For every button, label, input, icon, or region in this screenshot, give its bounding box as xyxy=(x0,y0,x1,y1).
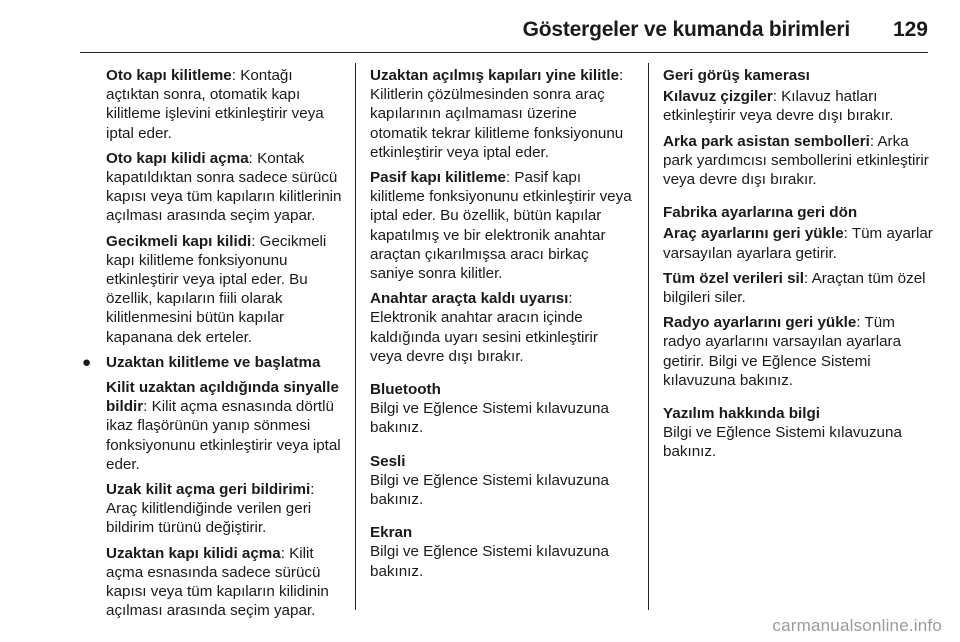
setting-description: : Gecikmeli kapı kilitleme fonksiyonunu etkinleştirir veya iptal eder. Bu özellik, kapıların fiili olarak kilitlenmesini bütün kapılar kapanana dek erteler. xyxy=(106,232,327,346)
section-body: Bilgi ve Eğlence Sistemi kılavuzuna bakınız. xyxy=(663,424,902,461)
setting-entry xyxy=(106,232,344,347)
setting-term: Tüm özel verileri sil xyxy=(663,269,804,287)
section-body: Bilgi ve Eğlence Sistemi kılavuzuna bakınız. xyxy=(370,471,609,509)
section-heading: Geri görüş kamerası xyxy=(663,67,810,84)
setting-description: : Kilitlerin çözülmesinden sonra araç kapılarının açılmaması üzerine otomatik tekrar kilitleme fonksiyonunu etkinleştirir veya iptal eder. xyxy=(370,67,624,161)
setting-term: Pasif kapı kilitleme xyxy=(370,169,506,187)
setting-term: Radyo ayarlarını geri yükle xyxy=(663,314,857,332)
bullet-heading xyxy=(82,353,344,372)
section-ekran xyxy=(370,523,634,581)
setting-entry xyxy=(106,149,344,226)
setting-description: : Araçtan tüm özel bilgileri siler. xyxy=(663,269,926,307)
section-heading: Bluetooth xyxy=(370,381,441,399)
setting-entry xyxy=(106,378,344,474)
setting-entry xyxy=(663,132,933,190)
section-body: Bilgi ve Eğlence Sistemi kılavuzuna bakınız. xyxy=(370,543,609,580)
section-bluetooth xyxy=(370,380,634,438)
column-divider-1 xyxy=(355,63,356,610)
setting-entry xyxy=(370,168,634,283)
setting-description: : Tüm ayarlar varsayılan ayarlara getirir. xyxy=(663,225,933,262)
setting-term: Oto kapı kilitleme xyxy=(106,67,232,84)
setting-term: Uzaktan kapı kilidi açma xyxy=(106,544,281,562)
setting-entry xyxy=(663,313,933,390)
site-watermark: carmanualsonline.info xyxy=(772,616,942,635)
setting-description: : Kilit açma esnasında sadece sürücü kapısı veya tüm kapıların kilidinin açılması arasında seçim yapar. xyxy=(106,544,329,620)
setting-term: Kılavuz çizgiler xyxy=(663,88,773,106)
setting-entry xyxy=(106,66,344,143)
setting-description: : Kontağı açtıktan sonra, otomatik kapı kilitleme işlevini etkinleştirir veya iptal eder. xyxy=(106,67,324,142)
setting-term: Araç ayarlarını geri yükle xyxy=(663,225,844,243)
setting-entry xyxy=(663,269,933,307)
setting-entry xyxy=(106,480,344,538)
section-rear-camera xyxy=(663,66,933,189)
setting-description: : Araç kilitlendiğinde verilen geri bildirim türünü değiştirir. xyxy=(106,481,315,537)
setting-description: : Elektronik anahtar aracın içinde kaldığında uyarı sesini etkinleştirir veya devre dışı bırakır. xyxy=(370,290,598,365)
section-heading: Sesli xyxy=(370,452,406,470)
page-number: 129 xyxy=(892,18,928,41)
section-factory-reset xyxy=(663,203,933,390)
setting-term: Oto kapı kilidi açma xyxy=(106,149,249,167)
setting-term: Arka park asistan sembolleri xyxy=(663,132,870,150)
setting-description: : Kontak kapatıldıktan sonra sadece sürücü kapısı veya tüm kapıların kilitlerinin açılması arasında seçim yapar. xyxy=(106,149,342,225)
setting-description: : Tüm radyo ayarlarını varsayılan ayarlara getirir. Bilgi ve Eğlence Sistemi kılavuzuna bakınız. xyxy=(663,314,902,389)
header-divider xyxy=(80,52,928,53)
bullet-label: Uzaktan kilitleme ve başlatma xyxy=(106,353,321,371)
section-sesli xyxy=(370,452,634,510)
bullet-icon: ● xyxy=(82,353,92,371)
setting-term: Uzak kilit açma geri bildirimi xyxy=(106,481,311,499)
section-software-info xyxy=(663,404,933,462)
setting-entry xyxy=(370,289,634,366)
setting-term: Anahtar araçta kaldı uyarısı xyxy=(370,290,569,308)
setting-entry xyxy=(663,87,933,125)
section-heading: Ekran xyxy=(370,524,413,542)
setting-entry xyxy=(370,66,634,162)
setting-description: : Kılavuz hatları etkinleştirir veya devre dışı bırakır. xyxy=(663,88,894,125)
setting-description: : Pasif kapı kilitleme fonksiyonunu etkinleştirir veya iptal eder. Bu özellik, bütün kapılar kapatılmış ve bir elektronik anahtar araçtan çıkarılmışsa aracı birkaç saniye sonra kilitler. xyxy=(370,169,632,283)
section-body: Bilgi ve Eğlence Sistemi kılavuzuna bakınız. xyxy=(370,400,609,437)
setting-term: Kilit uzaktan açıldığında sinyalle bildir xyxy=(106,379,339,416)
setting-description: : Kilit açma esnasında dörtlü ikaz flaşörünün yanıp sönmesi fonksiyonunu etkinleştirir veya iptal eder. xyxy=(106,398,341,473)
setting-entry xyxy=(106,544,344,621)
section-heading: Yazılım hakkında bilgi xyxy=(663,405,820,423)
setting-entry xyxy=(663,224,933,262)
column-1 xyxy=(82,66,344,626)
column-3 xyxy=(663,66,933,468)
setting-description: : Arka park yardımcısı sembollerini etkinleştirir veya devre dışı bırakır. xyxy=(663,132,929,189)
page-header-title: Göstergeler ve kumanda birimleri xyxy=(522,18,850,41)
setting-term: Gecikmeli kapı kilidi xyxy=(106,232,252,250)
column-2 xyxy=(370,66,634,587)
section-heading: Fabrika ayarlarına geri dön xyxy=(663,204,858,222)
column-divider-2 xyxy=(648,63,649,610)
setting-term: Uzaktan açılmış kapıları yine kilitle xyxy=(370,67,620,84)
